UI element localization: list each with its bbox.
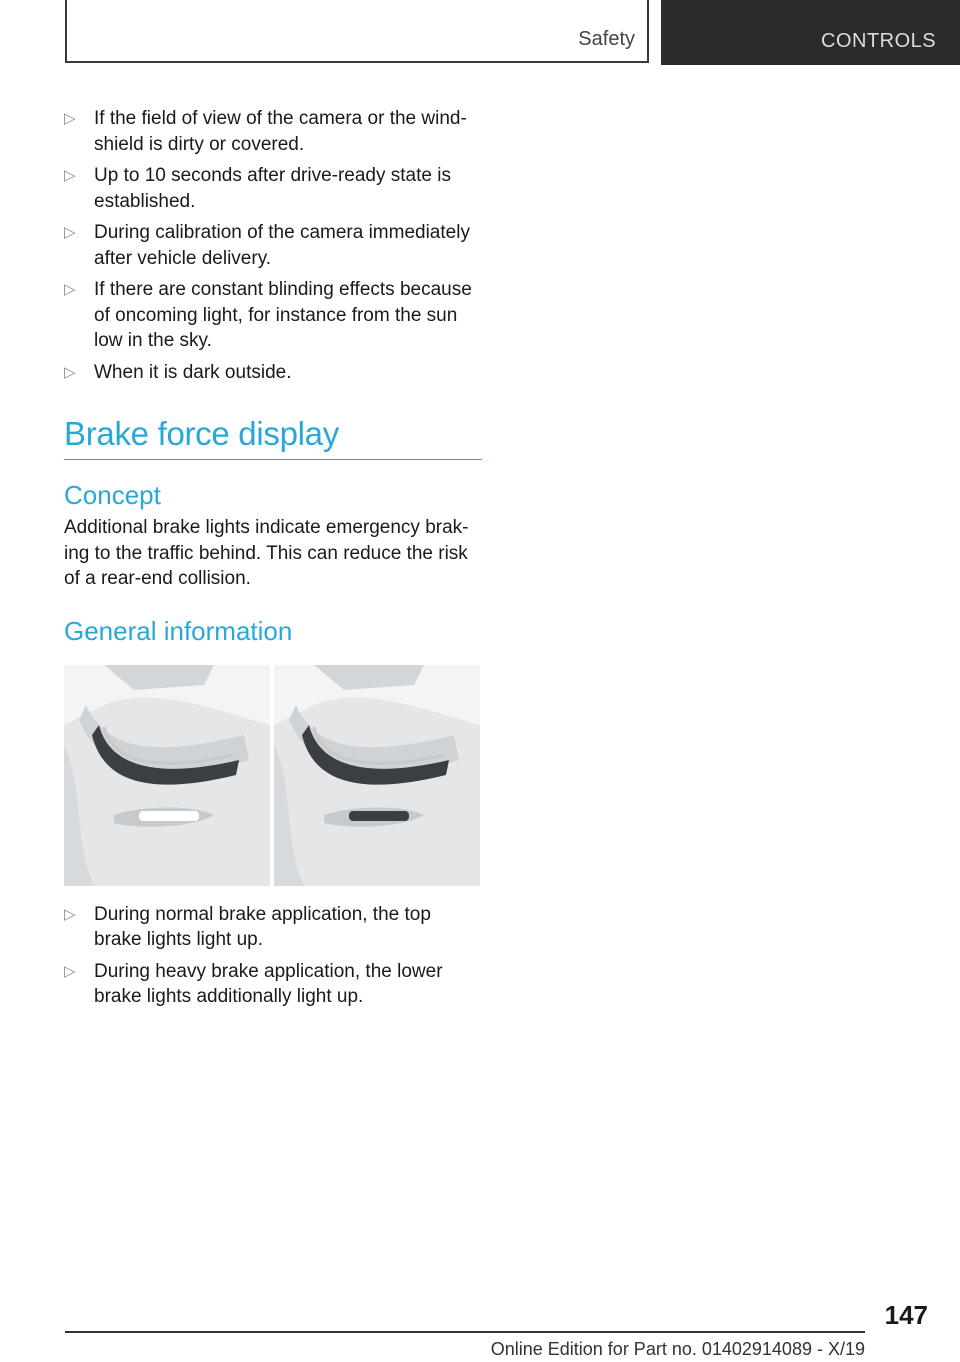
list-item-text: During heavy brake application, the lower brake lights additionally light up.: [94, 960, 443, 1007]
list-item-text: When it is dark outside.: [94, 361, 292, 383]
list-item: [64, 360, 482, 386]
header-chapter-label: CONTROLS: [821, 30, 937, 52]
list-item-text: If there are constant blinding effects because of oncoming light, for instance from the sun low in the sky.: [94, 279, 472, 351]
brake-lights-heavy-panel: [274, 665, 480, 886]
list-item: [64, 106, 482, 157]
list-item: [64, 277, 482, 354]
lower-brake-light-lit: [139, 811, 199, 821]
list-item-text: If the field of view of the camera or the wind-shield is dirty or covered.: [94, 108, 467, 155]
brake-lights-illustration: [64, 665, 480, 886]
footer-divider: [65, 1331, 865, 1333]
lower-brake-light-dark: [349, 811, 409, 821]
triangle-bullet-icon: ▷: [64, 281, 76, 298]
triangle-bullet-icon: ▷: [64, 905, 76, 923]
brake-lights-normal-panel: [64, 665, 270, 886]
triangle-bullet-icon: ▷: [64, 224, 76, 241]
header-section-box: [65, 0, 649, 63]
triangle-bullet-icon: ▷: [64, 167, 76, 184]
triangle-bullet-icon: ▷: [64, 110, 76, 127]
page-content: [64, 106, 482, 1016]
concept-heading: Concept: [64, 480, 161, 510]
page-number: 147: [884, 1300, 928, 1330]
list-item-text: During normal brake application, the top brake lights light up.: [94, 903, 431, 950]
section-title: Brake force display: [64, 415, 482, 460]
header-section-label: Safety: [578, 28, 635, 50]
header-chapter-box: [661, 0, 960, 65]
list-item: [64, 902, 482, 953]
triangle-bullet-icon: ▷: [64, 363, 76, 381]
list-item-text: Up to 10 seconds after drive-ready state is established.: [94, 165, 451, 212]
footer-edition: Online Edition for Part no. 01402914089 - X/19: [490, 1339, 865, 1359]
list-item: [64, 220, 482, 271]
triangle-bullet-icon: ▷: [64, 962, 76, 980]
list-item: [64, 163, 482, 214]
list-item: [64, 959, 482, 1010]
bullet-list-bottom: [64, 902, 482, 1010]
list-item-text: During calibration of the camera immediately after vehicle delivery.: [94, 222, 470, 269]
bullet-list-top: [64, 106, 482, 385]
concept-paragraph: Additional brake lights indicate emergency brak-ing to the traffic behind. This can reduce the risk of a rear-end collision.: [64, 517, 469, 589]
general-information-heading: General information: [64, 615, 293, 646]
